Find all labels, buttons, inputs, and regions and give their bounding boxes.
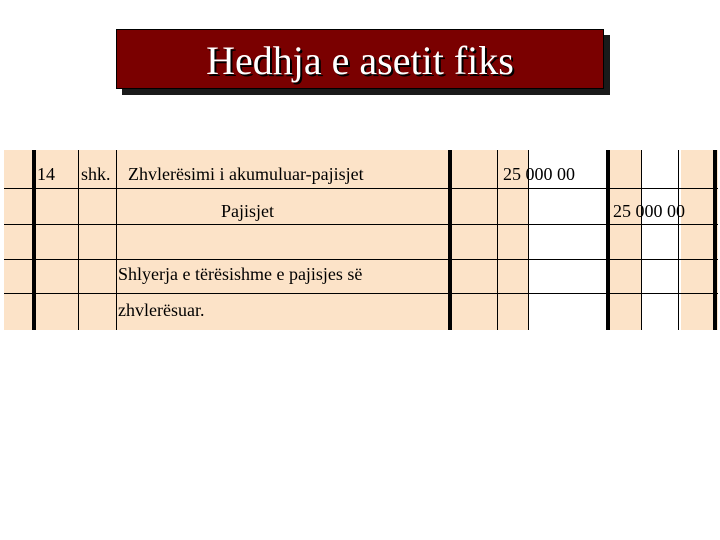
column-divider	[606, 150, 610, 330]
row-divider	[4, 188, 718, 189]
column-divider	[678, 150, 679, 330]
column-divider	[448, 150, 452, 330]
explanation-line-2: zhvlerësuar.	[118, 300, 205, 320]
page-title: Hedhja e asetit fiks	[206, 38, 514, 83]
column-divider	[641, 150, 642, 330]
entry-date-month: shk.	[81, 164, 111, 184]
row-divider	[4, 293, 718, 294]
column-divider	[713, 150, 717, 330]
column-divider	[78, 150, 79, 330]
column-divider	[116, 150, 117, 330]
title-banner	[116, 29, 604, 89]
credit-amount: 25 000 00	[613, 201, 685, 221]
row-divider	[4, 224, 718, 225]
explanation-line-1: Shlyerja e tërësishme e pajisjes së	[118, 264, 363, 284]
column-divider	[32, 150, 36, 330]
column-divider	[497, 150, 498, 330]
debit-amount: 25 000 00	[503, 164, 575, 184]
credit-account: Pajisjet	[221, 201, 274, 221]
journal-table	[4, 150, 718, 330]
entry-date-number: 14	[37, 164, 55, 184]
debit-account: Zhvlerësimi i akumuluar-pajisjet	[128, 164, 364, 184]
row-divider	[4, 259, 718, 260]
white-column-b	[641, 150, 681, 330]
